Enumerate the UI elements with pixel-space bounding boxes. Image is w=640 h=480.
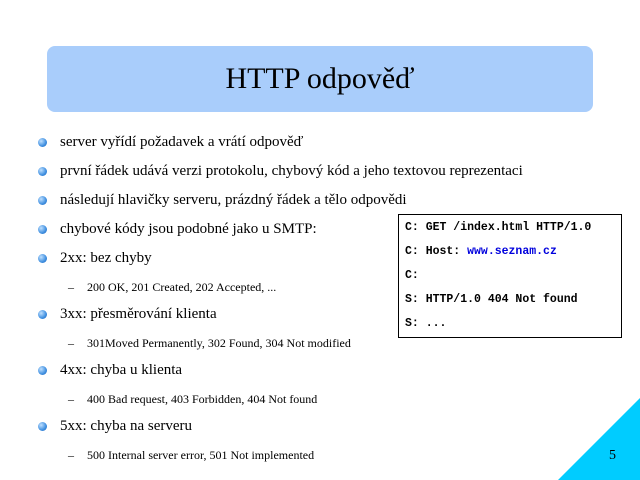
bullet-icon: [38, 138, 47, 147]
bullet-icon: [38, 196, 47, 205]
sub-text: 400 Bad request, 403 Forbidden, 404 Not found: [87, 392, 318, 406]
corner-decoration: [558, 398, 640, 480]
bullet-text: 3xx: přesměrování klienta: [60, 306, 217, 322]
http-example-box: [398, 214, 622, 338]
bullet-text: 5xx: chyba na serveru: [60, 418, 193, 434]
bullet-item: [38, 362, 182, 379]
bullet-item: [38, 306, 217, 323]
dash-icon: –: [68, 448, 74, 462]
bullet-item: [38, 163, 523, 180]
sub-item: [68, 392, 317, 407]
bullet-item: [38, 192, 407, 209]
sub-text: 301Moved Permanently, 302 Found, 304 Not modified: [87, 336, 351, 350]
bullet-icon: [38, 167, 47, 176]
bullet-text: první řádek udává verzi protokolu, chybový kód a jeho textovou reprezentaci: [60, 163, 523, 179]
bullet-icon: [38, 366, 47, 375]
code-line: S: HTTP/1.0 404 Not found: [405, 293, 578, 306]
bullet-item: [38, 134, 303, 151]
page-number: 5: [609, 448, 616, 463]
code-line: [405, 245, 557, 258]
bullet-item: [38, 221, 317, 238]
code-line: C:: [405, 269, 419, 282]
sub-text: 200 OK, 201 Created, 202 Accepted, ...: [87, 280, 277, 294]
sub-text: 500 Internal server error, 501 Not implemented: [87, 448, 315, 462]
bullet-text: 2xx: bez chyby: [60, 250, 152, 266]
code-line: C: GET /index.html HTTP/1.0: [405, 221, 592, 234]
bullet-text: 4xx: chyba u klienta: [60, 362, 183, 378]
code-text: C: Host:: [405, 245, 468, 258]
bullet-icon: [38, 225, 47, 234]
bullet-text: server vyřídí požadavek a vrátí odpověď: [60, 134, 304, 150]
dash-icon: –: [68, 280, 74, 294]
bullet-text: následují hlavičky serveru, prázdný řádek a tělo odpovědi: [60, 192, 407, 208]
dash-icon: –: [68, 336, 74, 350]
sub-item: [68, 448, 314, 463]
bullet-item: [38, 250, 152, 267]
bullet-item: [38, 418, 192, 435]
bullet-icon: [38, 422, 47, 431]
bullet-text: chybové kódy jsou podobné jako u SMTP:: [60, 221, 317, 237]
sub-item: [68, 280, 276, 295]
bullet-icon: [38, 254, 47, 263]
sub-item: [68, 336, 351, 351]
slide-title: HTTP odpověď: [225, 62, 415, 95]
host-link[interactable]: www.seznam.cz: [467, 245, 557, 258]
code-line: S: ...: [405, 317, 447, 330]
bullet-icon: [38, 310, 47, 319]
dash-icon: –: [68, 392, 74, 406]
